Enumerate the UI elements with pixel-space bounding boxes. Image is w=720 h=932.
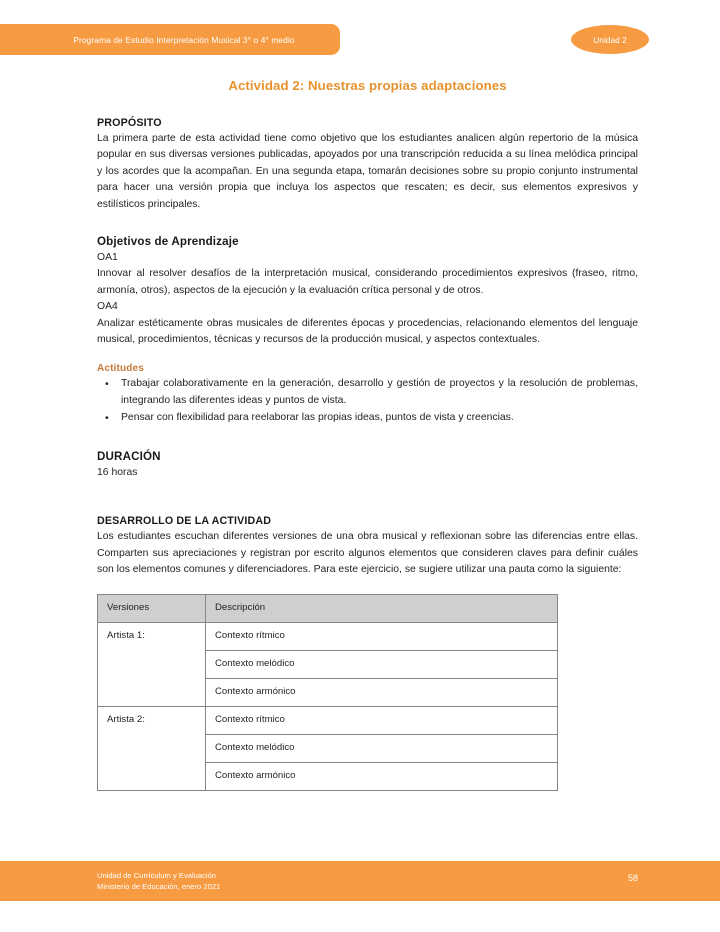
table-header-row bbox=[98, 595, 558, 623]
column-header-versiones: Versiones bbox=[98, 595, 206, 623]
footer-line-2: Ministerio de Educación, enero 2021 bbox=[97, 882, 221, 891]
section-heading-objetivos: Objetivos de Aprendizaje bbox=[97, 235, 239, 249]
unit-badge-label: Unidad 2 bbox=[593, 34, 627, 45]
desarrollo-text: Los estudiantes escuchan diferentes versiones de una obra musical y reflexionan sobre las diferencias entre ellas. Comparten sus apreciaciones y registran por escrito algunos elementos que consideren claves para definir cuáles son los elementos comunes y diferenciadores. Para este ejercicio, se sugiere utilizar una pauta como la siguiente: bbox=[97, 531, 638, 575]
section-heading-proposito: PROPÓSITO bbox=[97, 117, 162, 129]
spacer bbox=[97, 481, 638, 515]
oa-text-1: Innovar al resolver desafíos de la interpretación musical, considerando procedimientos expresivos (fraseo, ritmo, armonía, otros), aspectos de la ejecución y la evaluación crítica personal y de otros. bbox=[97, 268, 638, 296]
spacer bbox=[97, 428, 638, 450]
table-cell: Contexto armónico bbox=[206, 679, 558, 707]
section-heading-desarrollo: DESARROLLO DE LA ACTIVIDAD bbox=[97, 515, 272, 528]
spacer bbox=[97, 213, 638, 235]
table-cell: Contexto armónico bbox=[206, 763, 558, 791]
pauta-table bbox=[97, 594, 558, 791]
column-header-descripcion: Descripción bbox=[206, 595, 558, 623]
proposito-text: La primera parte de esta actividad tiene como objetivo que los estudiantes analicen algún repertorio de la música popular en sus diversas versiones publicadas, apoyados por una transcripción reducida a su línea melódica principal y los acordes que la acompañan. En una segunda etapa, tomarán decisiones sobre su propio conjunto instrumental para hacer una versión propia que incluya los aspectos que rescaten; es decir, sus elementos expresivos y estilísticos principales. bbox=[97, 133, 638, 210]
list-item: • Trabajar colaborativamente en la generación, desarrollo y gestión de proyectos y la resolución de problemas, integrando las diferentes ideas y puntos de vista. bbox=[121, 376, 638, 409]
oa-text-2: Analizar estéticamente obras musicales de diferentes épocas y procedencias, relacionando elementos del lenguaje musical, procedimientos, técnicas y recursos de la producción musical, y aspectos contextuales. bbox=[97, 317, 638, 346]
page-body bbox=[0, 78, 720, 791]
table-row bbox=[98, 623, 558, 651]
content-column bbox=[0, 78, 720, 791]
list-item: • Pensar con flexibilidad para reelaborar las propias ideas, puntos de vista y creencias. bbox=[121, 410, 638, 426]
duracion-value: 16 horas bbox=[97, 466, 138, 478]
footer-credits bbox=[97, 870, 220, 892]
page-header bbox=[0, 0, 720, 72]
artist-label-1: Artista 1: bbox=[98, 623, 206, 707]
oa-code-2: OA4 bbox=[97, 301, 118, 313]
table-cell: Contexto melódico bbox=[206, 735, 558, 763]
page-footer bbox=[0, 861, 720, 901]
table-cell: Contexto rítmico bbox=[206, 707, 558, 735]
section-heading-actitudes: Actitudes bbox=[97, 363, 144, 375]
unit-badge bbox=[571, 25, 649, 54]
page-number: 58 bbox=[627, 873, 638, 883]
artist-label-2: Artista 2: bbox=[98, 707, 206, 791]
actitudes-list bbox=[97, 376, 638, 426]
section-heading-duracion: DURACIÓN bbox=[97, 449, 161, 463]
oa-code-1: OA1 bbox=[97, 252, 118, 264]
table-cell: Contexto rítmico bbox=[206, 623, 558, 651]
spacer bbox=[97, 348, 638, 363]
program-title-bar bbox=[0, 24, 340, 55]
table-cell: Contexto melódico bbox=[206, 651, 558, 679]
footer-line-1: Unidad de Currículum y Evaluación bbox=[97, 871, 217, 880]
program-title-label: Programa de Estudio Interpretación Musical 3° o 4° medio bbox=[73, 34, 295, 45]
page-title: Actividad 2: Nuestras propias adaptaciones bbox=[228, 78, 507, 93]
table-row bbox=[98, 707, 558, 735]
